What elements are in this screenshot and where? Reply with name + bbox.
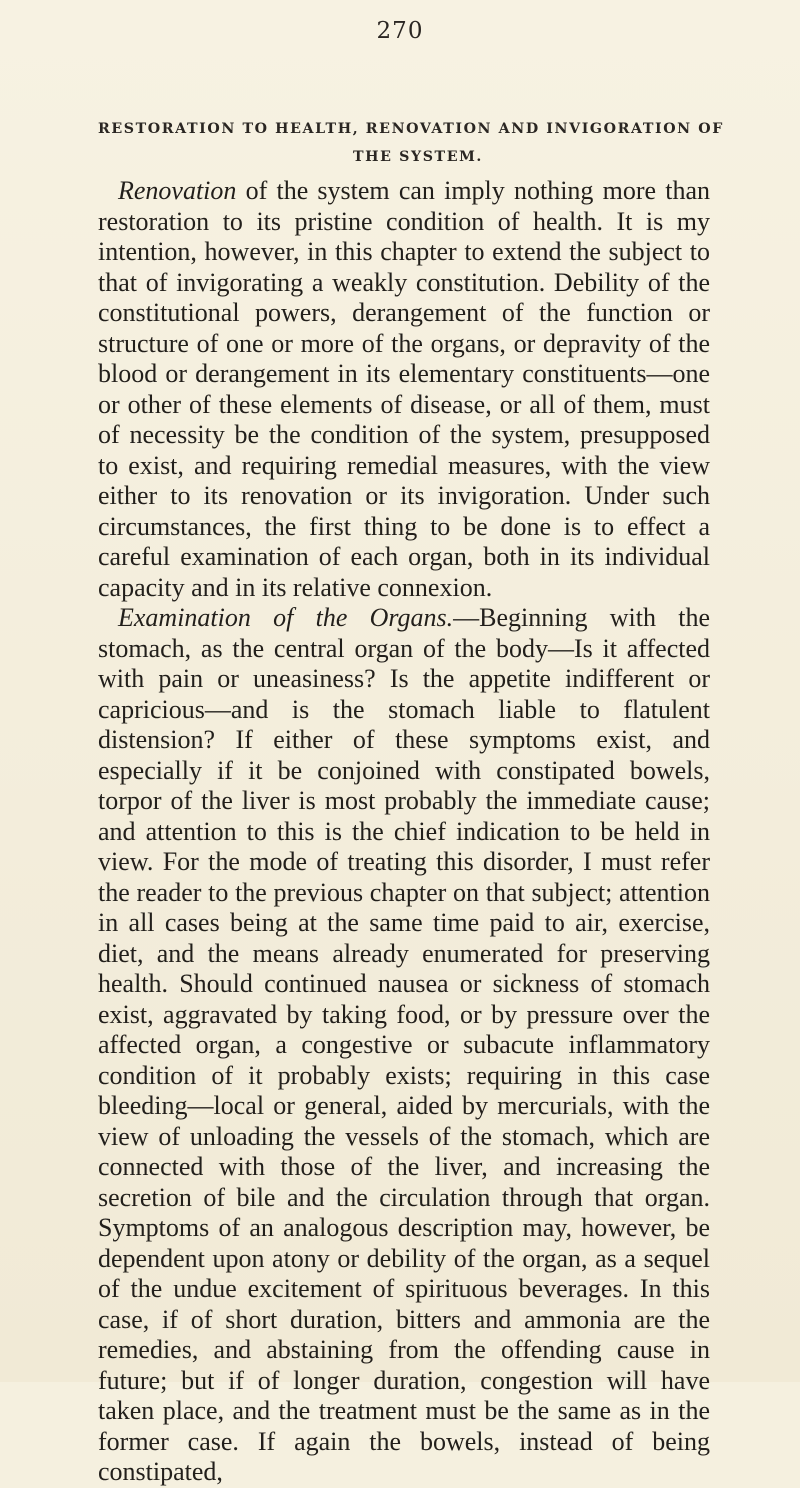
chapter-heading [98,115,724,171]
paragraph-examination [98,603,710,1488]
paragraph-lead-renovation: Renovation [118,176,237,205]
paragraph-text-renovation: of the system can imply nothing more than restoration to its pristine condition of health. It is my intention, however, in this chapter to extend the subject to that of invigorating a weakly constitution. Debility of the constitutional powers, derangement of the function or structure of one or more of the organs, or depravity of the blood or derangement in its elementary constituents—one or other of these elements of disease, or all of them, must of necessity be the condition of the system, presupposed to exist, and requiring remedial measures, with the view either to its renovation or its invigoration. Under such circumstances, the first thing to be done is to effect a careful examination of each organ, both in its individual capacity and in its relative connexion. [98,176,710,602]
paragraph-text-examination: —Beginning with the stomach, as the central organ of the body—Is it affected with pain or uneasiness? Is the appetite indifferent or capricious—and is the stomach liable to flatulent distension? If either of these symptoms exist, and especially if it be conjoined with constipated bowels, torpor of the liver is most probably the immediate cause; and attention to this is the chief indication to be held in view. For the mode of treating this disorder, I must refer the reader to the previous chapter on that subject; attention in all cases being at the same time paid to air, exercise, diet, and the means already enumerated for preserving health. Should continued nausea or sickness of stomach exist, aggravated by taking food, or by pressure over the affected organ, a congestive or subacute inflammatory condition of it probably exists; requiring in this case bleeding—local or general, aided by mercurials, with the view of unloading the vessels of the stomach, which are connected with those of the liver, and increasing the secretion of bile and the circulation through that organ. Symptoms of an analogous description may, however, be dependent upon atony or debility of the organ, as a sequel of the undue excitement of spirituous beverages. In this case, if of short duration, bitters and ammonia are the remedies, and abstaining from the offending cause in future; but if of longer duration, congestion will have taken place, and the treatment must be the same as in the former case. If again the bowels, instead of being constipated, [98,603,710,1486]
chapter-heading-line-1: RESTORATION TO HEALTH, RENOVATION AND INVIGORATION OF [98,121,724,137]
body-text [98,176,710,1488]
paragraph-lead-examination: Examination of the Organs. [118,603,454,632]
chapter-heading-line-2: THE SYSTEM. [353,149,483,165]
paragraph-renovation [98,176,710,603]
page-number: 270 [376,18,424,44]
